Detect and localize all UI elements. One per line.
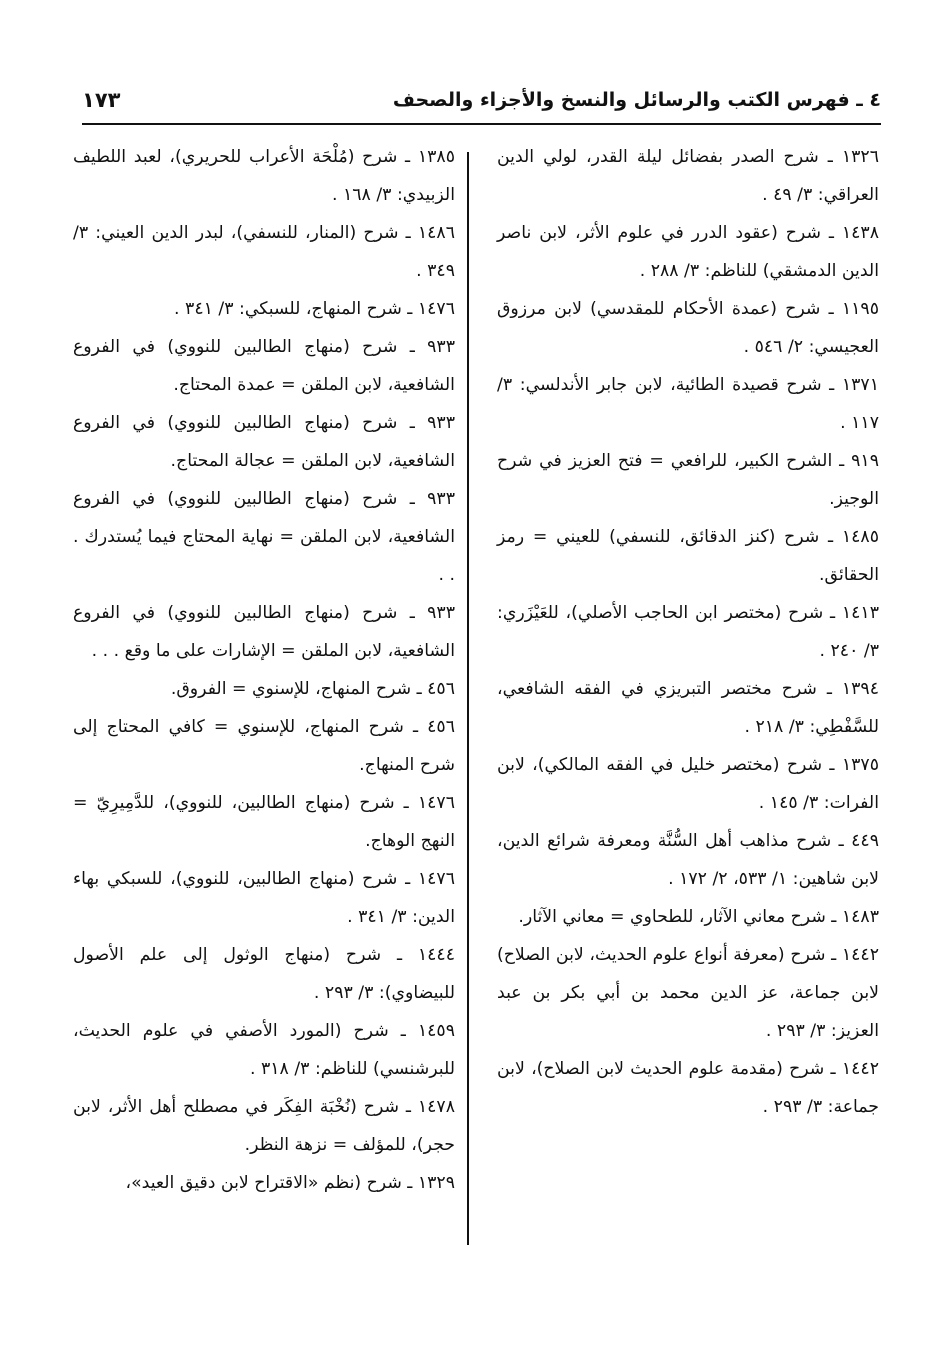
index-entry: ١٣٧١ ـ شرح قصيدة الطائية، لابن جابر الأندلسي: ٣/ ١١٧ . xyxy=(497,375,879,433)
page-number: ١٧٣ xyxy=(82,88,121,112)
index-entry: ١٣٢٦ ـ شرح الصدر بفضائل ليلة القدر، لولي الدين العراقي: ٣/ ٤٩ . xyxy=(497,147,879,205)
index-entry: ١١٩٥ ـ شرح (عمدة الأحكام للمقدسي) لابن مرزوق العجيسي: ٢/ ٥٤٦ . xyxy=(497,299,879,357)
right-column xyxy=(497,138,879,1126)
index-entry: ١٤٧٦ ـ شرح المنهاج، للسبكي: ٣/ ٣٤١ . xyxy=(174,299,455,319)
index-entry: ١٣٨٥ ـ شرح (مُلْحَة الأعراب للحريري)، لعبد اللطيف الزبيدي: ٣/ ١٦٨ . xyxy=(73,147,455,205)
index-entry: ١٤٥٩ ـ شرح (المورد الأصفي في علوم الحديث، للبرشنسي) للناظم: ٣/ ٣١٨ . xyxy=(73,1021,455,1079)
header-rule xyxy=(82,123,881,125)
index-entry: ١٤٤٤ ـ شرح (منهاج الوثول إلى علم الأصول للبيضاوي): ٣/ ٢٩٣ . xyxy=(73,945,455,1003)
index-entry: ٤٥٦ ـ شرح المنهاج، للإسنوي = الفروق. xyxy=(170,679,455,699)
index-entry: ١٤٣٨ ـ شرح (عقود الدرر في علوم الأثر، لابن ناصر الدين الدمشقي) للناظم: ٣/ ٢٨٨ . xyxy=(497,223,879,281)
index-entry: ١٤٧٦ ـ شرح (منهاج الطالبين، للنووي)، للسبكي بهاء الدين: ٣/ ٣٤١ . xyxy=(73,869,455,927)
index-entry: ١٣٢٩ ـ شرح (نظم «الاقتراح لابن دقيق العيد»، xyxy=(125,1173,455,1193)
index-entry: ١٤١٣ ـ شرح (مختصر ابن الحاجب الأصلي)، للعَيْزَري: ٣/ ٢٤٠ . xyxy=(497,603,879,661)
index-entry: ١٣٩٤ ـ شرح مختصر التبريزي في الفقه الشافعي، للسَّفْطِي: ٣/ ٢١٨ . xyxy=(497,679,879,737)
index-entry: ٤٤٩ ـ شرح مذاهب أهل السُّنَّة ومعرفة شرائع الدين، لابن شاهين: ١/ ٥٣٣، ٢/ ١٧٢ . xyxy=(497,831,879,889)
index-entry: ١٤٨٣ ـ شرح معاني الآثار، للطحاوي = معاني الآثار. xyxy=(518,907,879,927)
index-entry: ٩٣٣ ـ شرح (منهاج الطالبين للنووي) في الفروع الشافعية، لابن الملقن = الإشارات على ما وقع . . . xyxy=(73,603,455,661)
index-entry: ١٤٨٥ ـ شرح (كنز الدقائق، للنسفي) للعيني = رمز الحقائق. xyxy=(497,527,879,585)
index-entry: ١٤٧٦ ـ شرح (منهاج الطالبين، للنووي)، للدَّمِيرِيّ = النهج الوهاج. xyxy=(73,793,455,851)
index-entry: ٩٣٣ ـ شرح (منهاج الطالبين للنووي) في الفروع الشافعية، لابن الملقن = عجالة المحتاج. xyxy=(73,413,455,471)
running-head: ٤ ـ فهرس الكتب والرسائل والنسخ والأجزاء والصحف xyxy=(392,89,881,111)
index-entry: ١٤٤٢ ـ شرح (مقدمة علوم الحديث لابن الصلاح)، لابن جماعة: ٣/ ٢٩٣ . xyxy=(497,1059,879,1117)
left-column xyxy=(73,138,455,1202)
index-entry: ٩٣٣ ـ شرح (منهاج الطالبين للنووي) في الفروع الشافعية، لابن الملقن = نهاية المحتاج فيما يُستدرك . . . xyxy=(73,489,455,585)
column-divider xyxy=(467,152,469,1245)
page-header xyxy=(82,86,881,120)
index-entry: ٤٥٦ ـ شرح المنهاج، للإسنوي = كافي المحتاج إلى شرح المنهاج. xyxy=(73,717,455,775)
index-entry: ٩١٩ ـ الشرح الكبير، للرافعي = فتح العزيز في شرح الوجيز. xyxy=(497,451,879,509)
index-entry: ١٤٤٢ ـ شرح (معرفة أنواع علوم الحديث، لابن الصلاح) لابن جماعة، عز الدين محمد بن أبي بكر بن عبد العزيز: ٣/ ٢٩٣ . xyxy=(497,945,879,1041)
index-entry: ٩٣٣ ـ شرح (منهاج الطالبين للنووي) في الفروع الشافعية، لابن الملقن = عمدة المحتاج. xyxy=(73,337,455,395)
index-entry: ١٤٧٨ ـ شرح (نُخْبَة الفِكَر في مصطلح أهل الأثر، لابن حجر)، للمؤلف = نزهة النظر. xyxy=(73,1097,455,1155)
index-entry: ١٤٨٦ ـ شرح (المنار، للنسفي)، لبدر الدين العيني: ٣/ ٣٤٩ . xyxy=(73,223,455,281)
index-entry: ١٣٧٥ ـ شرح (مختصر خليل في الفقه المالكي)، لابن الفرات: ٣/ ١٤٥ . xyxy=(497,755,879,813)
